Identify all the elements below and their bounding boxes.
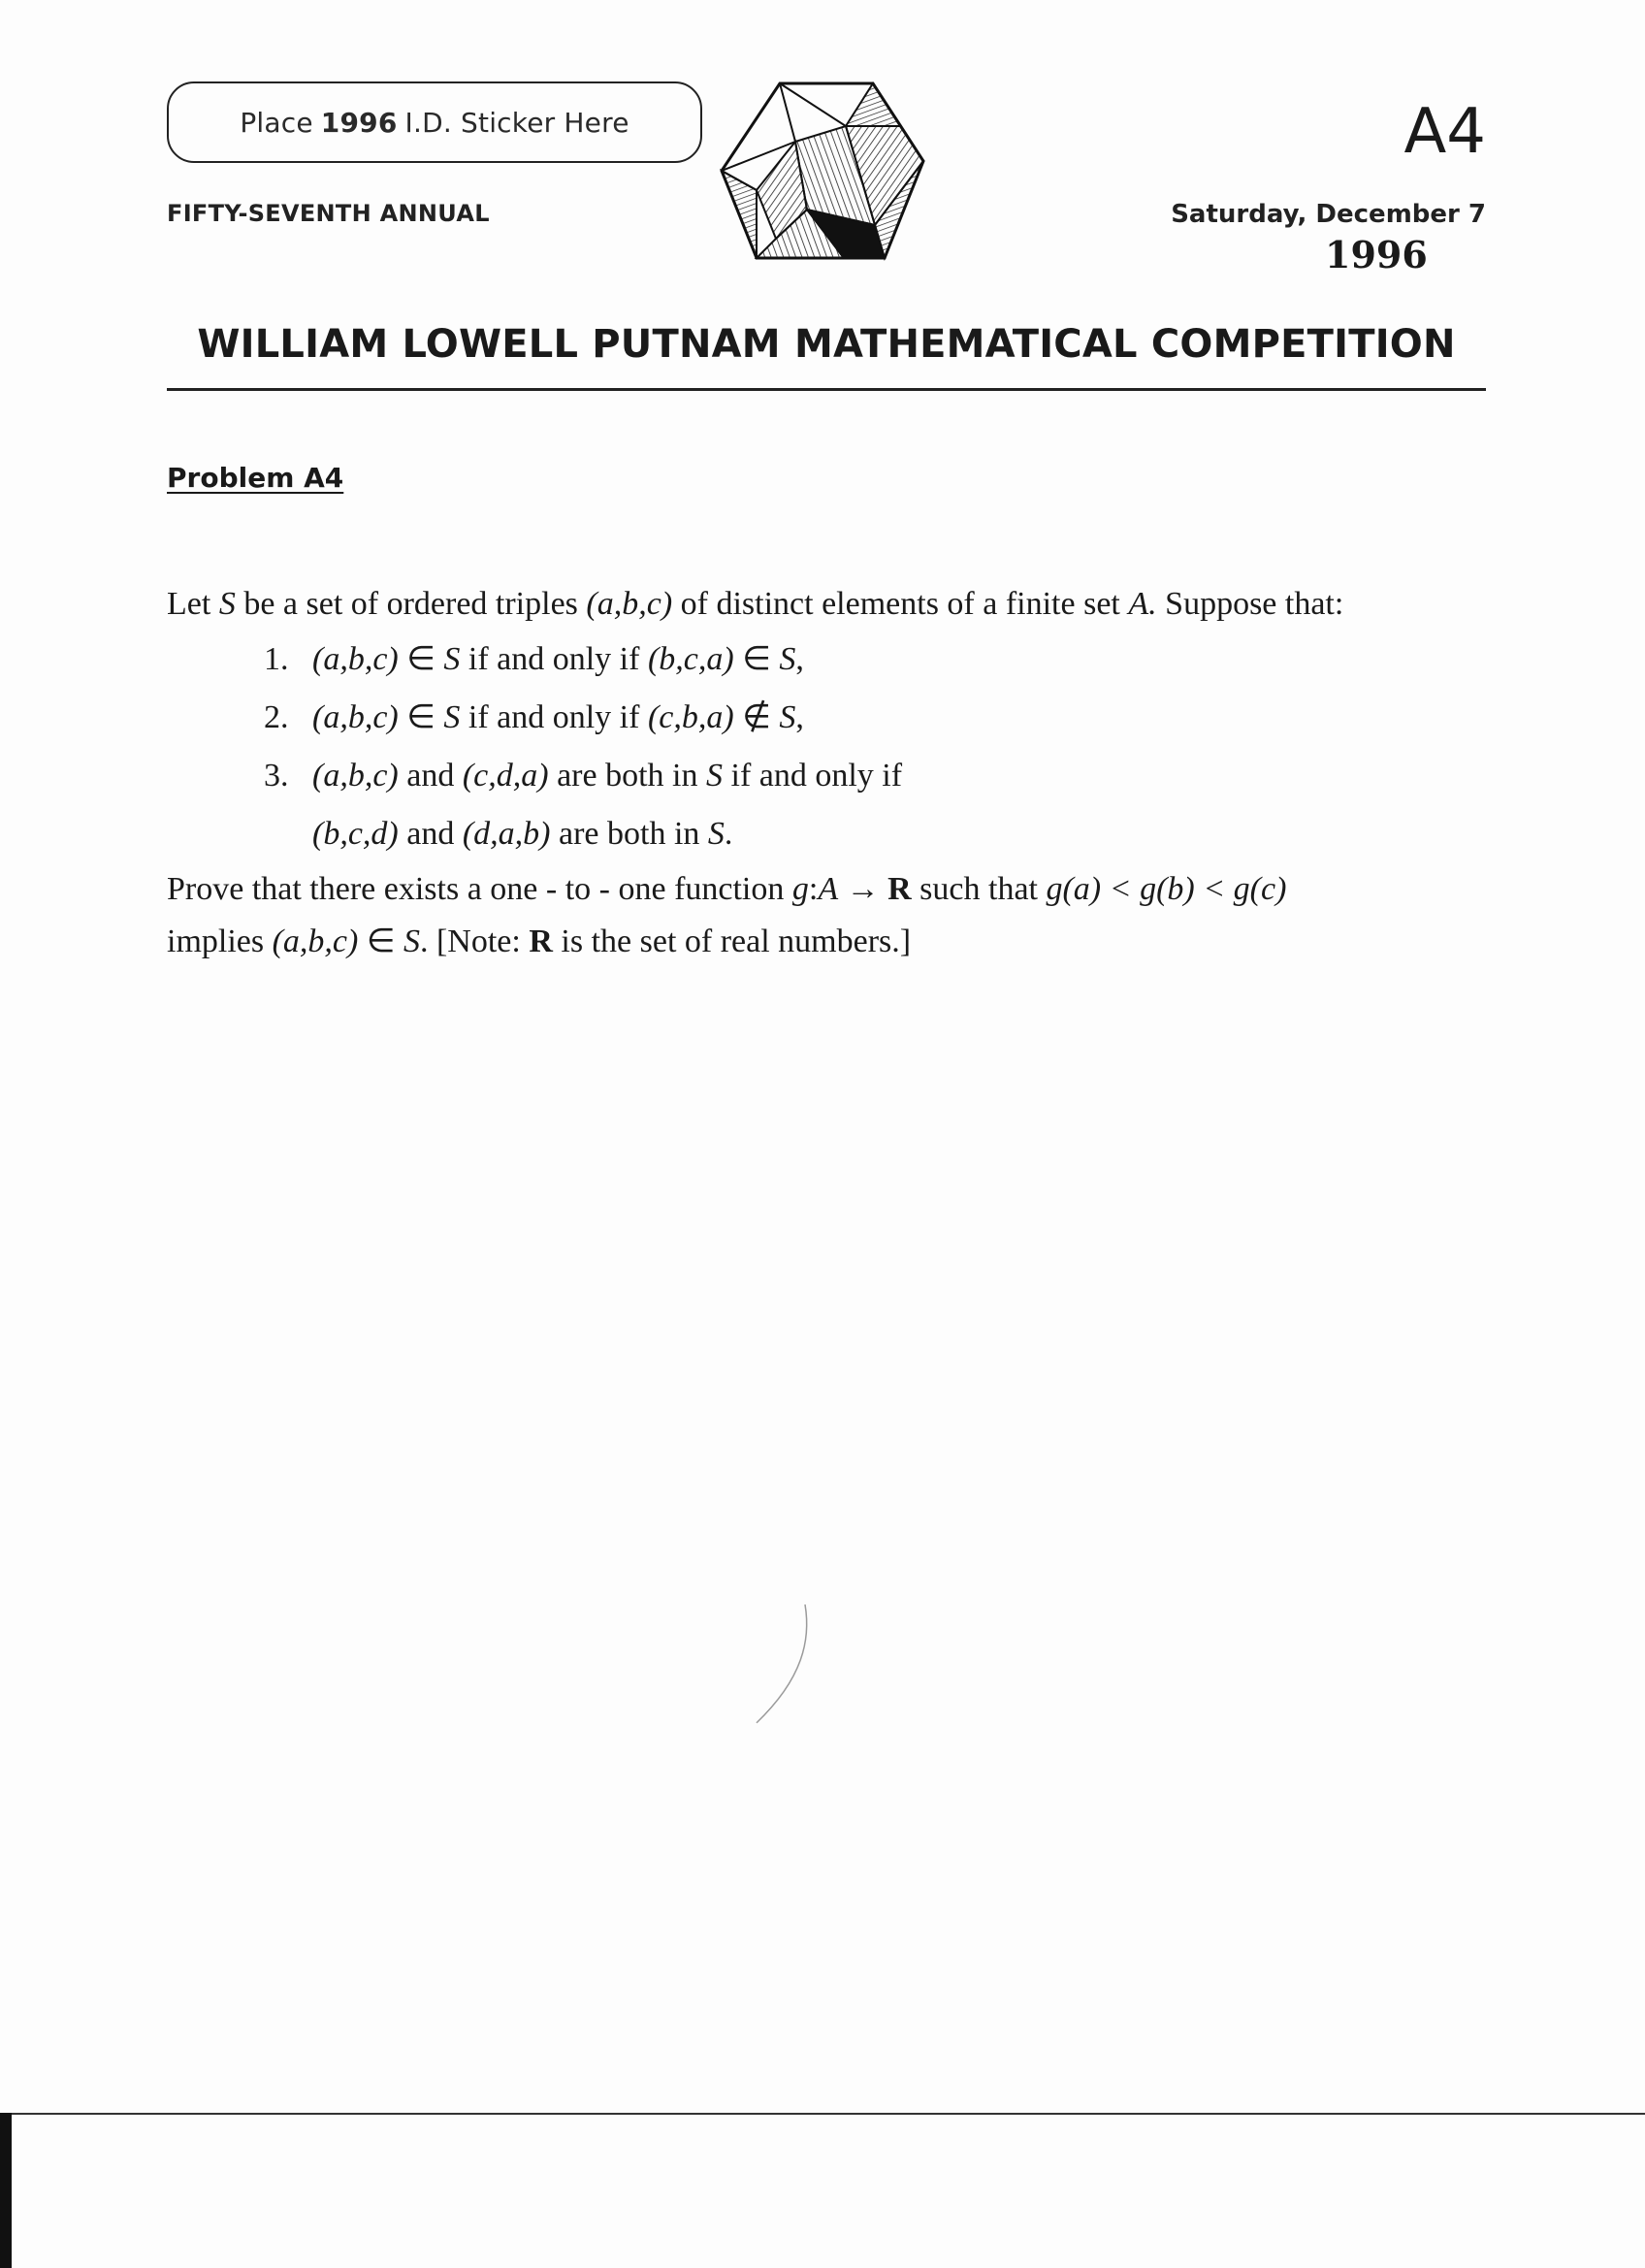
conclusion-text: Prove that there exists a one - to - one function (167, 871, 792, 907)
math-R: R (887, 871, 912, 907)
math-relation: ∈ (358, 923, 403, 959)
condition-1 (167, 631, 1389, 689)
problem-statement (167, 578, 1389, 968)
math-S: S (779, 641, 796, 677)
condition-text: are both in (548, 758, 706, 794)
annual-label: FIFTY-SEVENTH ANNUAL (167, 200, 490, 227)
title-divider (167, 388, 1486, 391)
intro-text-4: Suppose that: (1156, 586, 1344, 622)
math-triple: (a,b,c) (312, 641, 399, 677)
math-triple: (a,b,c) (312, 758, 399, 794)
math-A: A. (1128, 586, 1157, 622)
pencil-mark (747, 1601, 815, 1727)
id-sticker-box (167, 81, 702, 163)
math-S: S (779, 699, 796, 735)
math-triple: (b,c,d) (312, 816, 399, 852)
condition-text: if and only if (460, 699, 648, 735)
sticker-year: 1996 (320, 106, 398, 139)
condition-text: and (398, 758, 463, 794)
math-relation: ∈ (733, 641, 780, 677)
math-inequality: g(a) < g(b) < g(c) (1046, 871, 1287, 907)
conclusion-text: is the set of real numbers.] (552, 923, 912, 959)
condition-text: if and only if (460, 641, 648, 677)
condition-3-continued (167, 805, 1389, 863)
condition-number: 1. (264, 641, 289, 677)
condition-text: , (795, 641, 804, 677)
problem-code: A4 (1403, 96, 1486, 168)
math-S: S (403, 923, 420, 959)
condition-text: and (398, 816, 463, 852)
page-edge-line (0, 2113, 1645, 2115)
condition-3 (167, 747, 1389, 805)
condition-number: 3. (264, 758, 289, 794)
math-S: S (443, 641, 461, 677)
math-colon: : (808, 871, 819, 907)
competition-title: WILLIAM LOWELL PUTNAM MATHEMATICAL COMPETITION (197, 322, 1456, 367)
sticker-prefix: Place (240, 106, 313, 139)
math-S: S (218, 586, 236, 622)
exam-date: Saturday, December 7 (1171, 200, 1486, 229)
math-triple: (c,d,a) (462, 758, 549, 794)
intro-text-2: be a set of ordered triples (235, 586, 587, 622)
math-A: A (818, 871, 839, 907)
arrow-symbol: → (838, 871, 888, 907)
math-S: S (706, 758, 723, 794)
math-relation: ∈ (398, 641, 444, 677)
problem-conclusion (167, 863, 1389, 968)
math-triple: (a,b,c) (272, 923, 359, 959)
problem-heading: Problem A4 (167, 462, 344, 494)
conclusion-text: . [Note: (419, 923, 530, 959)
math-g: g (791, 871, 809, 907)
math-relation: ∈ (398, 699, 444, 735)
intro-text-1: Let (167, 586, 219, 622)
condition-text: if and only if (723, 758, 903, 794)
scan-edge (0, 2113, 12, 2268)
condition-number: 2. (264, 699, 289, 735)
math-triple: (b,c,a) (647, 641, 734, 677)
math-R: R (529, 923, 553, 959)
math-triple: (a,b,c) (586, 586, 673, 622)
intro-text-3: of distinct elements of a finite set (672, 586, 1129, 622)
math-triple: (c,b,a) (647, 699, 734, 735)
math-triple: (d,a,b) (462, 816, 551, 852)
condition-text: are both in (550, 816, 708, 852)
math-triple: (a,b,c) (312, 699, 399, 735)
conclusion-text: such that (911, 871, 1047, 907)
polyhedron-logo (718, 78, 935, 268)
math-S: S (707, 816, 725, 852)
condition-text: , (795, 699, 804, 735)
math-S: S (443, 699, 461, 735)
math-relation: ∉ (733, 699, 780, 735)
sticker-suffix: I.D. Sticker Here (404, 106, 629, 139)
problem-intro (167, 578, 1389, 631)
conclusion-text: implies (167, 923, 273, 959)
condition-2 (167, 689, 1389, 747)
exam-year: 1996 (1325, 233, 1428, 276)
condition-text: . (724, 816, 733, 852)
